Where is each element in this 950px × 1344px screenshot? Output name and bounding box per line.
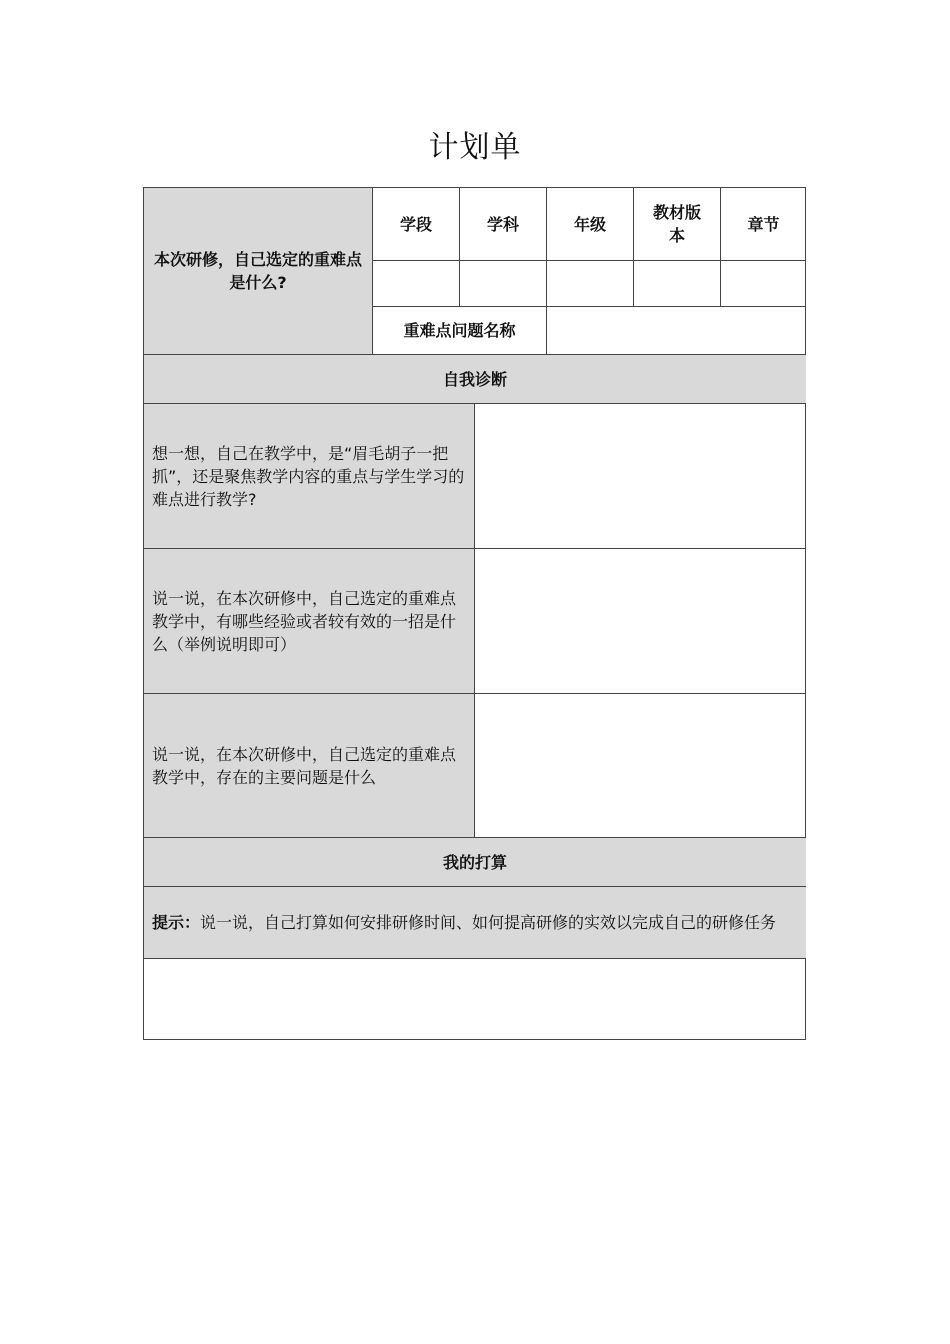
question-cell [144, 188, 373, 355]
problem-name-label: 重难点问题名称 [403, 321, 516, 340]
diagnosis-answer-3[interactable] [475, 694, 806, 838]
my-plan-heading [144, 838, 806, 887]
col-header-textbook-edition [634, 188, 721, 261]
plan-answer-area[interactable] [144, 959, 806, 1040]
diagnosis-prompt-2 [144, 549, 475, 694]
chapter-input-cell[interactable] [721, 261, 806, 307]
diagnosis-prompt-3-text: 说一说，在本次研修中，自己选定的重难点教学中，存在的主要问题是什么 [152, 744, 457, 787]
diagnosis-prompt-1-text: 想一想，自己在教学中，是“眉毛胡子一把抓”，还是聚焦教学内容的重点与学生学习的难点进行教学? [152, 443, 465, 509]
diagnosis-prompt-1 [144, 404, 475, 549]
page-title: 计划单 [428, 130, 522, 165]
col-header-chapter-label: 章节 [747, 214, 780, 234]
plan-hint [144, 887, 806, 959]
col-header-subject [460, 188, 547, 261]
plan-hint-content [152, 911, 798, 934]
question-label: 本次研修，自己选定的重难点是什么? [153, 250, 362, 292]
problem-name-input-cell[interactable] [547, 307, 806, 355]
grade-input-cell[interactable] [547, 261, 634, 307]
diagnosis-answer-1[interactable] [475, 404, 806, 549]
self-diagnosis-heading-label: 自我诊断 [442, 369, 507, 389]
col-header-stage-label: 学段 [399, 214, 432, 234]
col-header-stage [373, 188, 460, 261]
diagnosis-answer-2[interactable] [475, 549, 806, 694]
my-plan-heading-label: 我的打算 [442, 852, 507, 872]
diagnosis-prompt-3 [144, 694, 475, 838]
problem-name-label-cell [373, 307, 547, 355]
col-header-subject-label: 学科 [486, 214, 519, 234]
plan-hint-label: 提示： [152, 913, 201, 932]
diagnosis-prompt-2-text: 说一说，在本次研修中，自己选定的重难点教学中，有哪些经验或者较有效的一招是什么（举例说明即可） [152, 588, 457, 654]
col-header-grade [547, 188, 634, 261]
col-header-textbook-edition-label: 教材版本 [652, 203, 701, 245]
plan-hint-text: 说一说，自己打算如何安排研修时间、如何提高研修的实效以完成自己的研修任务 [200, 913, 777, 932]
subject-input-cell[interactable] [460, 261, 547, 307]
stage-input-cell[interactable] [373, 261, 460, 307]
col-header-grade-label: 年级 [573, 214, 606, 234]
textbook-edition-input-cell[interactable] [634, 261, 721, 307]
self-diagnosis-heading [144, 355, 806, 404]
plan-form-table [143, 187, 806, 1040]
col-header-chapter [721, 188, 806, 261]
